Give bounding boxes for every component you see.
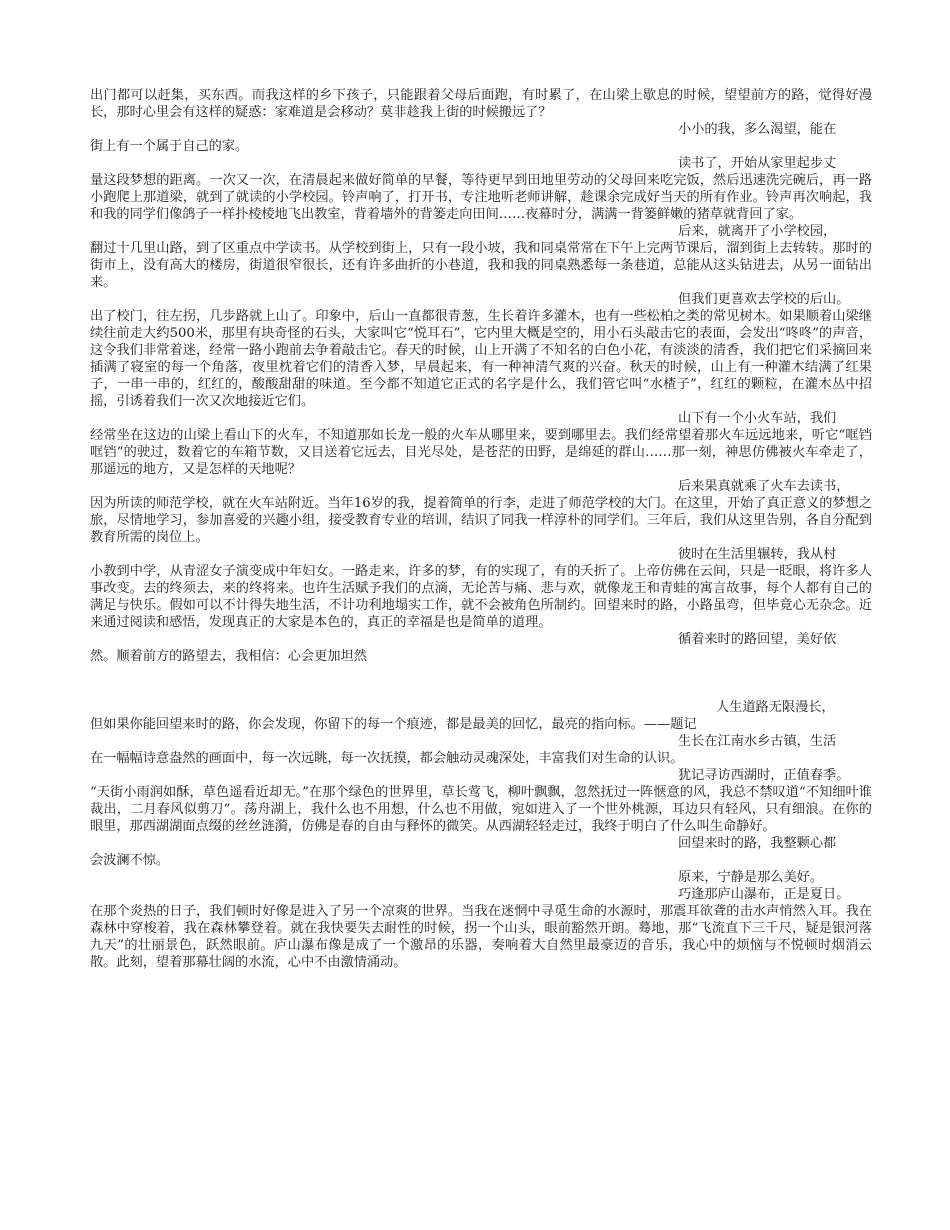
paragraph [90,410,872,478]
paragraph-lead: 山下有一个小火车站，我们 [678,411,837,426]
paragraph [90,835,872,869]
paragraph-body: 在那个炎热的日子，我们顿时好像是进入了另一个凉爽的世界。当我在迷惘中寻觅生命的水源时，那震耳欲聋的击水声悄然入耳。我在森林中穿梭着，我在森林攀登着。就在我快要失去耐性的时候，拐一个山头，眼前豁然开朗。蓦地，那“飞流直下三千尺，疑是银河落九天”的壮丽景色，跃然眼前。庐山瀑布像是成了一个激昂的乐器，奏响着大自然里最豪迈的音乐，我心中的烦恼与不悦顿时烟消云散。此刻，望着那幕壮阔的水流，心中不由激情涌动。 [90,904,872,970]
paragraph-lead: 小小的我，多么渴望，能在 [678,122,837,137]
paragraph [90,886,872,971]
paragraph-lead: 彼时在生活里辗转，我从村 [678,547,837,562]
paragraph [90,478,872,546]
paragraph-body: 小教到中学，从青涩女子演变成中年妇女。一路走来，许多的梦，有的实现了，有的夭折了。上帝仿佛在云间，只是一眨眼，将许多人事改变。去的终须去，来的终将来。也许生活赋予我们的点滴，无论苦与痛、悲与欢，就像龙王和青蛙的寓言故事，每个人都有自己的满足与快乐。假如可以不计得失地生活，不计功利地塌实工作，就不会被角色所制约。回望来时的路，小路虽弯，但毕竟心无杂念。近来通过阅读和感悟，发现真正的大家是本色的，真正的幸福是也是简单的道理。 [90,564,872,630]
paragraph-body: 然。顺着前方的路望去，我相信：心会更加坦然 [90,649,367,664]
paragraph-lead: 但我们更喜欢去学校的后山。 [678,292,850,307]
paragraph-body: 在一幅幅诗意盎然的画面中，每一次远眺，每一次抚摸，都会触动灵魂深处，丰富我们对生命的认识。 [90,751,684,766]
paragraph [90,121,872,155]
paragraph [90,546,872,631]
paragraph-lead: 犹记寻访西湖时，正值春季。 [678,768,850,783]
paragraph-body: 出了校门，往左拐，几步路就上山了。印象中，后山一直都很青葱，生长着许多灌木，也有一些松柏之类的常见树木。如果顺着山梁继续往前走大约500米，那里有块奇怪的石头，大家叫它“悦耳石”，它内里大概是空的，用小石头敲击它的表面，会发出“咚咚”的声音，这令我们非常着迷，经常一路小跑前去争着敲击它。春天的时候，山上开满了不知名的白色小花，有淡淡的清香，我们把它们采摘回来插满了寝室的每一个角落，夜里枕着它们的清香入梦，早晨起来，有一种神清气爽的兴奋。秋天的时候，山上有一种灌木结满了红果子，一串一串的，红红的，酸酸甜甜的味道。至今都不知道它正式的名字是什么，我们管它叫“水楂子”，红红的颗粒，在灌木丛中招摇，引诱着我们一次又次地接近它们。 [90,309,872,409]
paragraph-body: 街上有一个属于自己的家。 [90,139,249,154]
paragraph-lead: 后来果真就乘了火车去读书， [678,479,850,494]
paragraph-lead: 巧逢那庐山瀑布，正是夏日。 [678,887,850,902]
paragraph [90,631,872,665]
paragraph-body: 翻过十几里山路，到了区重点中学读书。从学校到街上，只有一段小坡，我和同桌常常在下午上完两节课后，溜到街上去转转。那时的街市上，没有高大的楼房，街道很窄很长，还有许多曲折的小巷道，我和我的同桌熟悉每一条巷道，总能从这头钻进去，从另一面钻出来。 [90,241,872,290]
paragraph-lead: 原来，宁静是那么美好。 [678,870,824,885]
paragraph-body: 但如果你能回望来时的路，你会发现，你留下的每一个痕迹，都是最美的回忆，最亮的指向标。——题记 [90,717,697,732]
paragraph-lead: 循着来时的路回望，美好依 [678,632,837,647]
paragraph-body: 会波澜不惊。 [90,853,170,868]
paragraph-body: 量这段梦想的距离。一次又一次，在清晨起来做好简单的早餐，等待更早到田地里劳动的父母回来吃完饭，然后迅速洗完碗后，再一路小跑爬上那道梁，就到了就读的小学校园。铃声响了，打开书，专注地听老师讲解，趁课余完成好当天的所有作业。铃声再次响起，我和我的同学们像鸽子一样扑棱棱地飞出教室，背着墙外的背篓走向田间……夜幕时分，满满一背篓鲜嫩的猪草就背回了家。 [90,173,872,222]
paragraph-lead: 回望来时的路，我整颗心都 [678,836,837,851]
paragraph-lead: 人生道路无限漫长， [716,700,835,715]
paragraph-body: 经常坐在这边的山梁上看山下的火车，不知道那如长龙一般的火车从哪里来，要到哪里去。我们经常望着那火车远远地来，听它“哐铛哐铛”的驶过，数着它的车箱节数，又目送着它远去，目光尽处，是苍茫的田野，是绵延的群山……那一刻，神思仿佛被火车牵走了，那遥远的地方，又是怎样的天地呢？ [90,428,872,477]
paragraph-lead: 生长在江南水乡古镇，生活 [678,734,837,749]
section-gap [90,665,872,699]
paragraph-lead: 后来，就离开了小学校园， [678,224,837,239]
paragraph-lead: 读书了，开始从家里起步丈 [678,156,837,171]
paragraph [90,733,872,767]
paragraph [90,223,872,291]
paragraph-body: 因为所读的师范学校，就在火车站附近。当年16岁的我，提着简单的行李，走进了师范学校的大门。在这里，开始了真正意义的梦想之旅，尽情地学习，参加喜爱的兴趣小组，接受教育专业的培训，结识了同我一样淳朴的同学们。三年后，我们从这里告别，各自分配到教育所需的岗位上。 [90,496,872,545]
epigraph-paragraph [90,699,872,733]
paragraph-body: 出门都可以赶集，买东西。而我这样的乡下孩子，只能跟着父母后面跑，有时累了，在山梁上歇息的时候，望望前方的路，觉得好漫长，那时心里会有这样的疑惑：家难道是会移动？莫非趁我上街的时候搬远了？ [90,88,872,120]
paragraph [90,767,872,835]
paragraph [90,155,872,223]
paragraph-body: “天街小雨润如酥，草色遥看近却无。”在那个绿色的世界里，草长莺飞，柳叶飘飘，忽然抚过一阵惬意的风，我总不禁叹道“不知细叶谁裁出，二月春风似剪刀”。荡舟湖上，我什么也不用想，什么也不用做，宛如进入了一个世外桃源，耳边只有轻风，只有细浪。在你的眼里，那西湖湖面点缀的丝丝涟漪，仿佛是春的自由与释怀的微笑。从西湖轻轻走过，我终于明白了什么叫生命静好。 [90,785,872,834]
paragraph [90,869,872,886]
paragraph [90,291,872,410]
paragraph [90,87,872,121]
document-page [90,87,872,971]
